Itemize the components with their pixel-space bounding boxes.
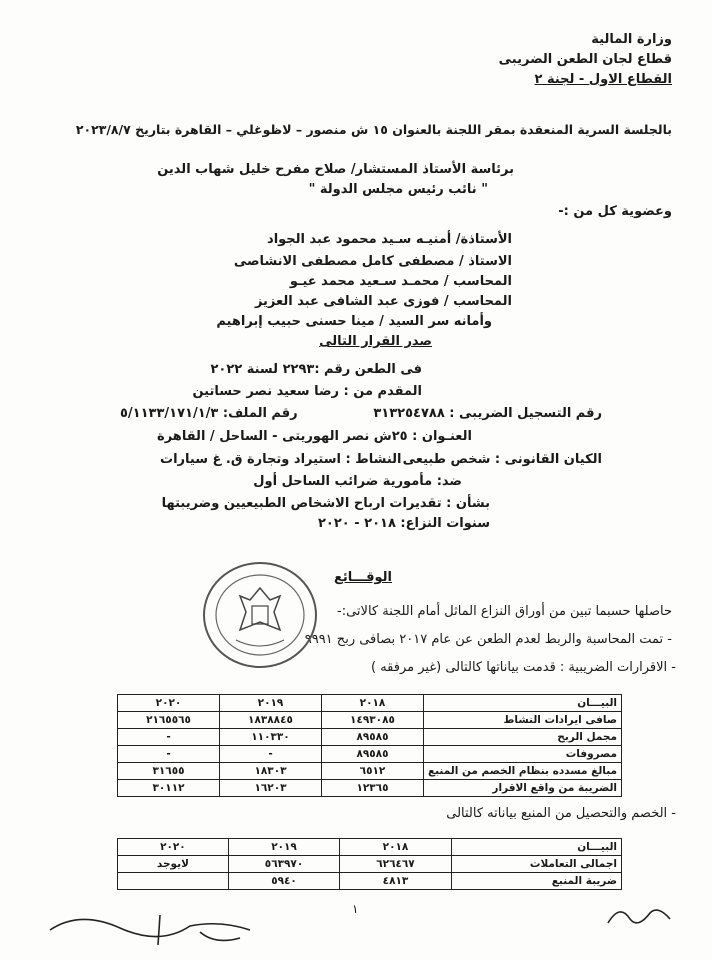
- table-row: [118, 856, 622, 873]
- applicant: المقدم من : رضا سعيد نصر حساتين: [192, 384, 422, 399]
- committee-name: القطاع الاول - لجنة ٢: [534, 72, 672, 87]
- table-header-row: [118, 839, 622, 856]
- tax-registration: رقم التسجيل الضريبى : ٣١٣٢٥٤٧٨٨: [373, 406, 602, 421]
- session-line: بالجلسة السرية المنعقدة بمقر اللجنة بالعنوان ١٥ ش منصور – لاظوغلي – القاهرة بتاريخ ٢٠٢٣/٨/٧: [75, 122, 672, 137]
- table-cell: -: [118, 729, 220, 746]
- fact-1: - تمت المحاسبة والربط لعدم الطعن عن عام ٢٠١٧ بصافى ربح ٩٩٩١: [304, 632, 672, 647]
- decision-heading: صدر القرار التالى: [319, 334, 432, 349]
- table-header-cell: ٢٠٢٠: [118, 695, 220, 712]
- table-header-cell: ٢٠١٩: [220, 695, 322, 712]
- table-row: [118, 729, 622, 746]
- table-cell: ٥٩٤٠: [228, 873, 339, 890]
- table-cell: ٥٦٣٩٧٠: [228, 856, 339, 873]
- table-cell: ٦٢٦٤٦٧: [340, 856, 451, 873]
- tax-returns-table: [117, 694, 622, 797]
- address: العنـوان : ٢٥ش نصر الهوريتى - الساحل / القاهرة: [157, 429, 472, 444]
- sector-name: قطاع لجان الطعن الضريبى: [498, 52, 672, 67]
- table-row: [118, 712, 622, 729]
- table-cell: اجمالى التعاملات: [451, 856, 621, 873]
- facts-heading: الوقـــائع: [334, 570, 392, 585]
- table-cell: مصروفات: [423, 746, 621, 763]
- table-cell: [118, 873, 229, 890]
- file-number: رقم الملف: ٥/١١٣٣/١٧١/١/٣: [120, 406, 298, 421]
- official-seal-icon: [200, 560, 320, 670]
- table-cell: الضريبة من واقع الاقرار: [423, 780, 621, 797]
- table-header-row: [118, 695, 622, 712]
- table-header-cell: ٢٠١٨: [321, 695, 423, 712]
- page-number: ١: [352, 902, 359, 916]
- table-cell: ١٦٢٠٣: [220, 780, 322, 797]
- signature-left-icon: [40, 900, 280, 950]
- dispute-years: سنوات النزاع: ٢٠١٨ - ٢٠٢٠: [317, 516, 490, 531]
- table-header-cell: البيـــان: [423, 695, 621, 712]
- withholding-table: [117, 838, 622, 890]
- table-cell: ٣١٦٥٥: [118, 763, 220, 780]
- table-cell: ١٨٣٠٣: [220, 763, 322, 780]
- legal-entity: الكيان القانونى : شخص طبيعى: [402, 452, 602, 467]
- table-row: [118, 763, 622, 780]
- table-cell: ٤٨١٣: [340, 873, 451, 890]
- member-4: المحاسب / فوزى عبد الشافى عبد العزيز: [254, 294, 512, 309]
- table-header-cell: ٢٠٢٠: [118, 839, 229, 856]
- table-cell: -: [118, 746, 220, 763]
- table-row: [118, 780, 622, 797]
- ministry-name: وزارة المالية: [591, 32, 672, 47]
- table-row: [118, 873, 622, 890]
- table-cell: ٦٥١٢: [321, 763, 423, 780]
- table-header-cell: ٢٠١٩: [228, 839, 339, 856]
- member-2: الاستاذ / مصطفى كامل مصطفى الانشاصى: [233, 254, 512, 269]
- signature-right-icon: [600, 895, 680, 935]
- table-cell: ١٢٣٦٥: [321, 780, 423, 797]
- table-cell: لايوجد: [118, 856, 229, 873]
- fact-3: - الخصم والتحصيل من المنبع بياناته كالتالى: [446, 806, 676, 821]
- table-header-cell: ٢٠١٨: [340, 839, 451, 856]
- presidency-line: برئاسة الأستاذ المستشار/ صلاح مفرح خليل شهاب الدين: [157, 162, 514, 177]
- table-row: [118, 746, 622, 763]
- member-1: الأستاذة/ أمنيـه سـيد محمود عبد الجواد: [267, 232, 512, 247]
- table-cell: ٨٩٥٨٥: [321, 746, 423, 763]
- activity: النشاط : استيراد وتجارة ق. غ سيارات: [160, 452, 402, 467]
- table-cell: ١١٠٣٣٠: [220, 729, 322, 746]
- table-cell: مبالغ مسدده بنظام الخصم من المنبع: [423, 763, 621, 780]
- appeal-number: فى الطعن رقم :٢٢٩٣ لسنة ٢٠٢٢: [210, 362, 422, 377]
- table-cell: ٨٩٥٨٥: [321, 729, 423, 746]
- table-cell: ضريبة المنبع: [451, 873, 621, 890]
- presidency-title: " نائب رئيس مجلس الدولة ": [308, 182, 488, 197]
- table-cell: صافى ايرادات النشاط: [423, 712, 621, 729]
- table-cell: ١٨٣٨٨٤٥: [220, 712, 322, 729]
- against-party: ضد: مأمورية ضرائب الساحل أول: [253, 474, 462, 489]
- member-3: المحاسب / محمـد سـعيد محمد عيـو: [289, 274, 512, 289]
- table-cell: ٢١٦٥٥٦٥: [118, 712, 220, 729]
- secretary: وأمانه سر السيد / مينا حسنى حبيب إبراهيم: [216, 314, 492, 329]
- table-cell: -: [220, 746, 322, 763]
- table-cell: مجمل الربح: [423, 729, 621, 746]
- membership-intro: وعضوية كل من :-: [558, 204, 672, 219]
- table-cell: ٣٠١١٢: [118, 780, 220, 797]
- fact-2: - الاقرارات الضريبية : قدمت بياناتها كالتالى (غير مرفقه ): [370, 660, 676, 675]
- table-header-cell: البيـــان: [451, 839, 621, 856]
- facts-intro: حاصلها حسبما تبين من أوراق النزاع الماثل أمام اللجنة كالاتى:-: [337, 604, 672, 619]
- table-cell: ١٤٩٣٠٨٥: [321, 712, 423, 729]
- subject: بشأن : تقديرات ارباح الاشخاص الطبيعيين وضريبتها: [161, 496, 490, 511]
